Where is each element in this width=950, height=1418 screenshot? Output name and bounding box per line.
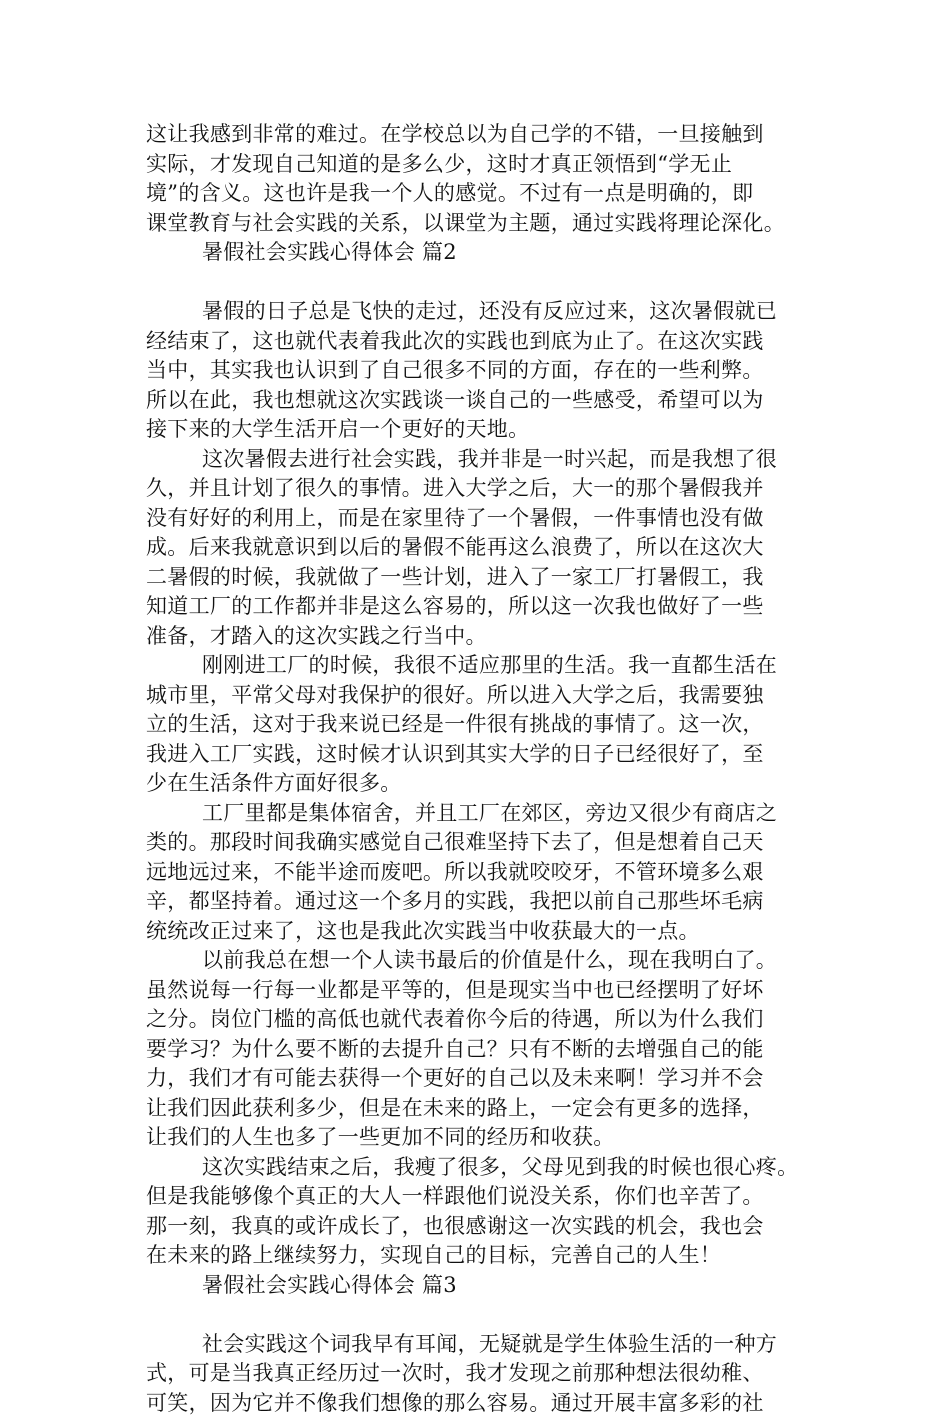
text-line: 经结束了，这也就代表着我此次的实践也到底为止了。在这次实践 <box>146 327 810 357</box>
text-line: 力，我们才有可能去获得一个更好的自己以及未来啊！学习并不会 <box>146 1064 810 1094</box>
text-line: 可笑，因为它并不像我们想像的那么容易。通过开展丰富多彩的社 <box>146 1389 810 1418</box>
text-line: 成。后来我就意识到以后的暑假不能再这么浪费了，所以在这次大 <box>146 533 810 563</box>
text-line: 式，可是当我真正经历过一次时，我才发现之前那种想法很幼稚、 <box>146 1359 810 1389</box>
blank-line <box>146 268 810 298</box>
text-line: 久，并且计划了很久的事情。进入大学之后，大一的那个暑假我并 <box>146 474 810 504</box>
text-line: 让我们的人生也多了一些更加不同的经历和收获。 <box>146 1123 810 1153</box>
text-line: 要学习？为什么要不断的去提升自己？只有不断的去增强自己的能 <box>146 1035 810 1065</box>
text-line: 暑假的日子总是飞快的走过，还没有反应过来，这次暑假就已 <box>146 297 810 327</box>
text-line: 课堂教育与社会实践的关系，以课堂为主题，通过实践将理论深化。 <box>146 209 810 239</box>
text-line: 之分。岗位门槛的高低也就代表着你今后的待遇，所以为什么我们 <box>146 1005 810 1035</box>
text-line: 统统改正过来了，这也是我此次实践当中收获最大的一点。 <box>146 917 810 947</box>
text-line: 辛，都坚持着。通过这一个多月的实践，我把以前自己那些坏毛病 <box>146 887 810 917</box>
text-line: 城市里，平常父母对我保护的很好。所以进入大学之后，我需要独 <box>146 681 810 711</box>
text-line: 少在生活条件方面好很多。 <box>146 769 810 799</box>
text-line: 在未来的路上继续努力，实现自己的目标，完善自己的人生！ <box>146 1241 810 1271</box>
text-line: 类的。那段时间我确实感觉自己很难坚持下去了，但是想着自己天 <box>146 828 810 858</box>
text-line: 准备，才踏入的这次实践之行当中。 <box>146 622 810 652</box>
text-line: 这次实践结束之后，我瘦了很多，父母见到我的时候也很心疼。 <box>146 1153 810 1183</box>
blank-line <box>146 1300 810 1330</box>
text-line: 远地远过来，不能半途而废吧。所以我就咬咬牙，不管环境多么艰 <box>146 858 810 888</box>
text-line: 以前我总在想一个人读书最后的价值是什么，现在我明白了。 <box>146 946 810 976</box>
section-heading: 暑假社会实践心得体会 篇3 <box>146 1271 810 1301</box>
text-line: 那一刻，我真的或许成长了，也很感谢这一次实践的机会，我也会 <box>146 1212 810 1242</box>
body-text <box>146 120 810 1418</box>
text-line: 二暑假的时候，我就做了一些计划，进入了一家工厂打暑假工，我 <box>146 563 810 593</box>
text-line: 这让我感到非常的难过。在学校总以为自己学的不错，一旦接触到 <box>146 120 810 150</box>
text-line: 境”的含义。这也许是我一个人的感觉。不过有一点是明确的，即 <box>146 179 810 209</box>
text-line: 这次暑假去进行社会实践，我并非是一时兴起，而是我想了很 <box>146 445 810 475</box>
section-heading: 暑假社会实践心得体会 篇2 <box>146 238 810 268</box>
text-line: 社会实践这个词我早有耳闻，无疑就是学生体验生活的一种方 <box>146 1330 810 1360</box>
text-line: 当中，其实我也认识到了自己很多不同的方面，存在的一些利弊。 <box>146 356 810 386</box>
text-line: 立的生活，这对于我来说已经是一件很有挑战的事情了。这一次， <box>146 710 810 740</box>
text-line: 接下来的大学生活开启一个更好的天地。 <box>146 415 810 445</box>
text-line: 我进入工厂实践，这时候才认识到其实大学的日子已经很好了，至 <box>146 740 810 770</box>
text-line: 知道工厂的工作都并非是这么容易的，所以这一次我也做好了一些 <box>146 592 810 622</box>
text-line: 但是我能够像个真正的大人一样跟他们说没关系，你们也辛苦了。 <box>146 1182 810 1212</box>
text-line: 虽然说每一行每一业都是平等的，但是现实当中也已经摆明了好坏 <box>146 976 810 1006</box>
text-line: 实际，才发现自己知道的是多么少，这时才真正领悟到“学无止 <box>146 150 810 180</box>
text-line: 刚刚进工厂的时候，我很不适应那里的生活。我一直都生活在 <box>146 651 810 681</box>
text-line: 所以在此，我也想就这次实践谈一谈自己的一些感受，希望可以为 <box>146 386 810 416</box>
text-line: 没有好好的利用上，而是在家里待了一个暑假，一件事情也没有做 <box>146 504 810 534</box>
text-line: 工厂里都是集体宿舍，并且工厂在郊区，旁边又很少有商店之 <box>146 799 810 829</box>
text-line: 让我们因此获利多少，但是在未来的路上，一定会有更多的选择， <box>146 1094 810 1124</box>
